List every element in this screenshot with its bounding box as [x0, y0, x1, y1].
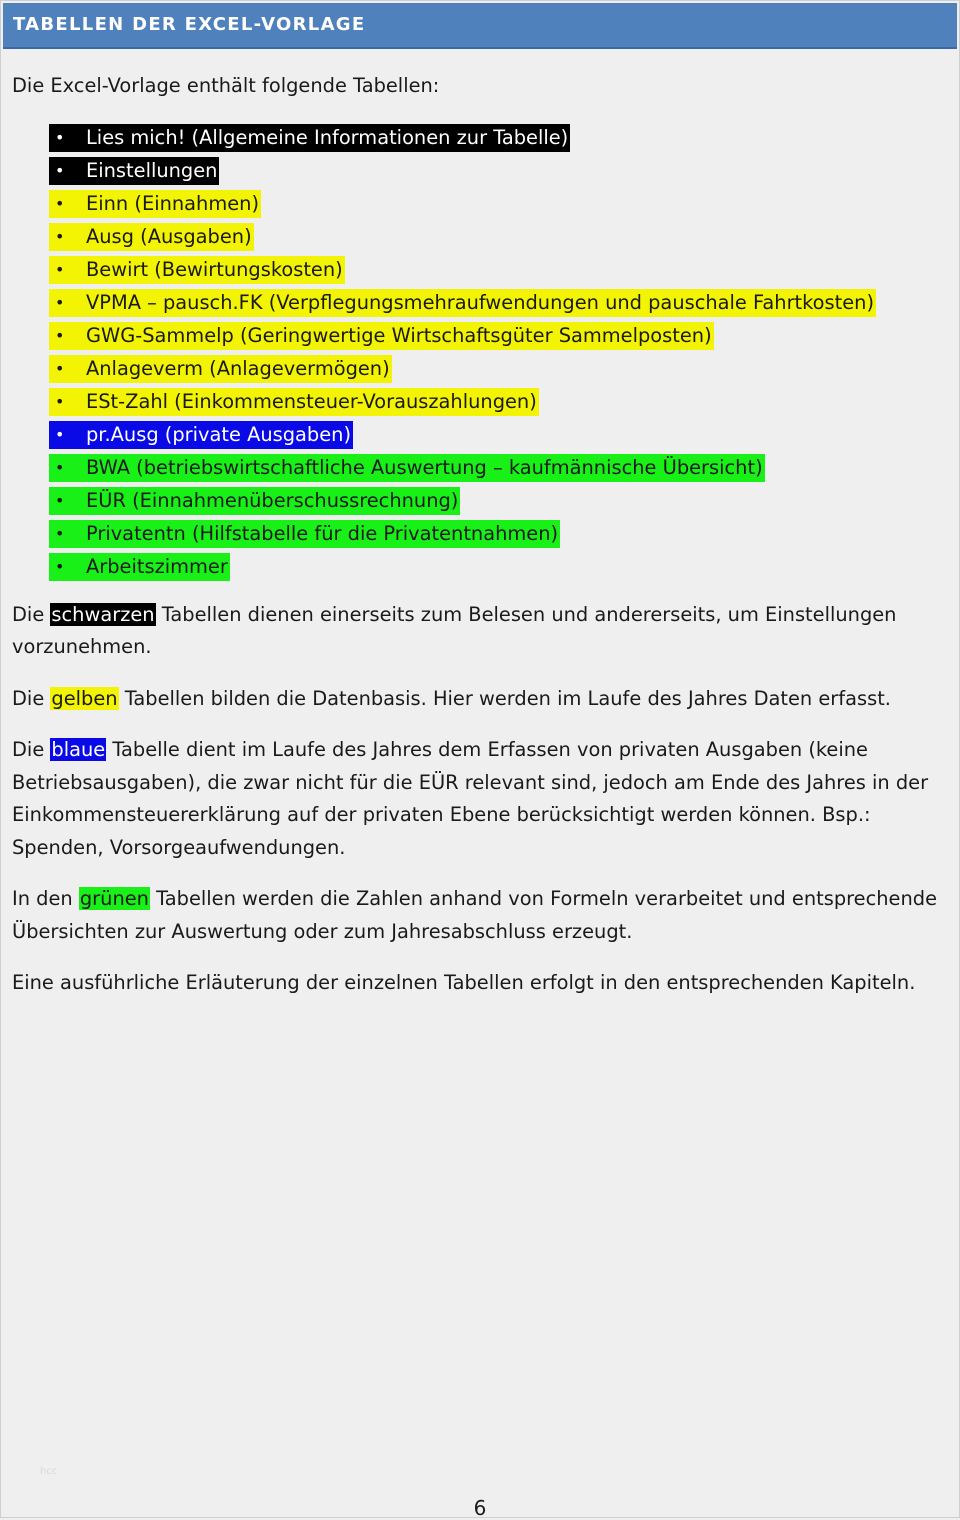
- table-list-label: VPMA – pausch.FK (Verpflegungsmehraufwendungen und pauschale Fahrtkosten): [86, 290, 875, 314]
- table-list: [12, 121, 942, 583]
- bullet-icon: •: [55, 226, 65, 246]
- table-list-label: pr.Ausg (private Ausgaben): [86, 422, 352, 446]
- table-list-label: Arbeitszimmer: [86, 554, 228, 578]
- paragraph-closing: Eine ausführliche Erläuterung der einzelnen Tabellen erfolgt in den entsprechenden Kapiteln.: [12, 971, 916, 994]
- table-list-label: Anlageverm (Anlagevermögen): [86, 356, 390, 380]
- bullet-icon: •: [55, 127, 65, 147]
- document-body: [12, 70, 942, 1019]
- table-list-label: GWG-Sammelp (Geringwertige Wirtschaftsgüter Sammelposten): [86, 323, 712, 347]
- bullet-icon: •: [55, 391, 65, 411]
- list-item: [12, 154, 942, 187]
- table-list-item-green: [49, 487, 460, 515]
- table-list-item-yellow: [49, 223, 254, 251]
- table-list-item-yellow: [49, 388, 539, 416]
- bullet-icon: •: [55, 490, 65, 510]
- paragraph-text: In den: [12, 887, 79, 910]
- list-item: [12, 286, 942, 319]
- list-item: [12, 220, 942, 253]
- list-item: [12, 187, 942, 220]
- table-list-item-black: [49, 124, 570, 152]
- table-list-item-blue: [49, 421, 353, 449]
- paragraph-text: Die: [12, 738, 51, 761]
- section-title: TABELLEN DER EXCEL-VORLAGE: [13, 14, 366, 35]
- table-list-label: Ausg (Ausgaben): [86, 224, 252, 248]
- paragraph-blue: [12, 734, 942, 864]
- highlight-black: schwarzen: [51, 602, 155, 626]
- paragraph-text: Tabellen werden die Zahlen anhand von Formeln verarbeitet und entsprechende Übersichten zur Auswertung oder zum Jahresabschluss erzeugt.: [12, 887, 938, 943]
- table-list-label: Lies mich! (Allgemeine Informationen zur Tabelle): [86, 125, 569, 149]
- table-list-label: Einn (Einnahmen): [86, 191, 260, 215]
- paragraph-text: Die: [12, 686, 51, 710]
- table-list-label: BWA (betriebswirtschaftliche Auswertung – kaufmännische Übersicht): [86, 455, 763, 479]
- bullet-icon: •: [55, 556, 65, 576]
- paragraph-black: [12, 599, 942, 664]
- table-list-item-black: [49, 157, 219, 185]
- bullet-icon: •: [55, 457, 65, 477]
- table-list-item-yellow: [49, 256, 345, 284]
- table-list-item-yellow: [49, 322, 714, 350]
- bullet-icon: •: [55, 325, 65, 345]
- list-item: [12, 418, 942, 451]
- table-list-item-green: [49, 454, 765, 482]
- bullet-icon: •: [55, 259, 65, 279]
- table-list-item-green: [49, 520, 560, 548]
- table-list-item-yellow: [49, 190, 261, 218]
- highlight-blue: blaue: [51, 738, 106, 761]
- highlight-yellow: gelben: [51, 686, 118, 710]
- table-list-label: ESt-Zahl (Einkommensteuer-Vorauszahlungen): [86, 389, 537, 413]
- list-item: [12, 319, 942, 352]
- table-list-label: Privatentn (Hilfstabelle für die Privatentnahmen): [86, 521, 559, 545]
- table-list-label: Bewirt (Bewirtungskosten): [86, 257, 343, 281]
- paragraph-yellow: [12, 683, 942, 716]
- table-list-item-yellow: [49, 289, 876, 317]
- bullet-icon: •: [55, 193, 65, 213]
- table-list-label: EÜR (Einnahmenüberschussrechnung): [86, 488, 459, 512]
- table-list-item-yellow: [49, 355, 392, 383]
- footer-watermark: hcc: [40, 1466, 58, 1477]
- list-item: [12, 550, 942, 583]
- section-header-bar: [3, 3, 957, 49]
- list-item: [12, 451, 942, 484]
- list-item: [12, 121, 942, 154]
- paragraph-text: Tabellen bilden die Datenbasis. Hier werden im Laufe des Jahres Daten erfasst.: [118, 686, 891, 710]
- page-number: 6: [473, 1496, 487, 1520]
- list-item: [12, 517, 942, 550]
- bullet-icon: •: [55, 424, 65, 444]
- bullet-icon: •: [55, 292, 65, 312]
- paragraph-green: [12, 883, 942, 948]
- paragraph-text: Tabellen dienen einerseits zum Belesen und andererseits, um Einstellungen vorzunehmen.: [12, 602, 897, 658]
- bullet-icon: •: [55, 523, 65, 543]
- bullet-icon: •: [55, 160, 65, 180]
- bullet-icon: •: [55, 358, 65, 378]
- list-item: [12, 253, 942, 286]
- list-item: [12, 385, 942, 418]
- paragraph-text: Die: [12, 602, 51, 626]
- intro-text: Die Excel-Vorlage enthält folgende Tabellen:: [12, 74, 440, 97]
- list-item: [12, 484, 942, 517]
- table-list-item-green: [49, 553, 230, 581]
- highlight-green: grünen: [79, 887, 149, 910]
- table-list-label: Einstellungen: [86, 158, 218, 182]
- list-item: [12, 352, 942, 385]
- paragraph-text: Tabelle dient im Laufe des Jahres dem Erfassen von privaten Ausgaben (keine Betriebsausgaben), die zwar nicht für die EÜR relevant sind, jedoch am Ende des Jahres in der Einkommensteuererklärung auf der privaten Ebene berücksichtigt werden können. Bsp.: Spenden, Vorsorgeaufwendungen.: [12, 738, 929, 859]
